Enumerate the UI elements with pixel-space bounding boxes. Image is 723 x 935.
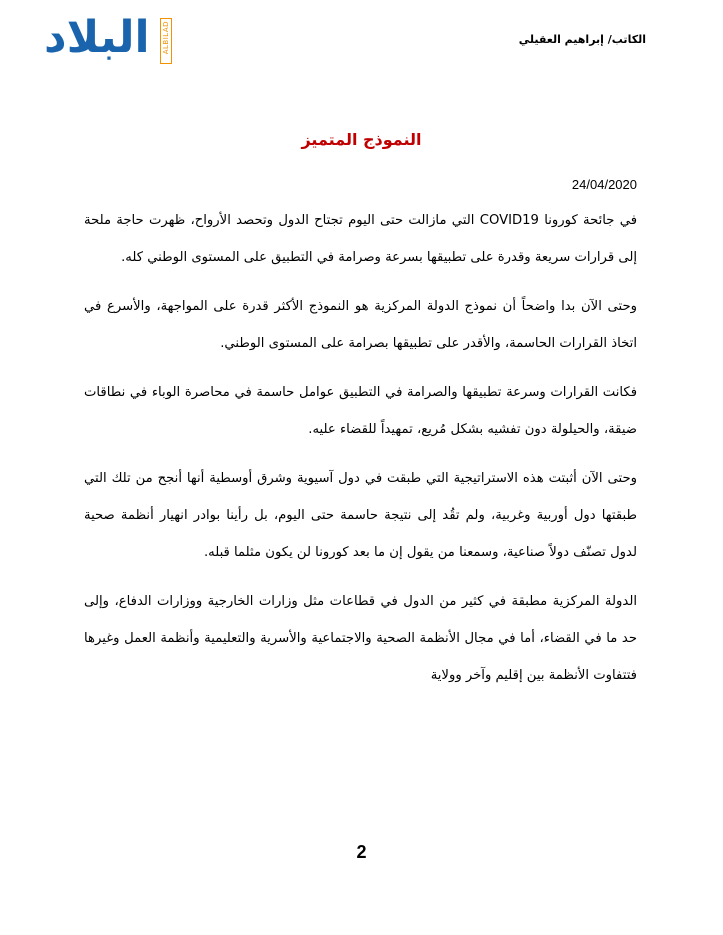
paragraph-4: وحتى الآن أثبتت هذه الاستراتيجية التي طبقت في دول آسيوية وشرق أوسطية أنها أنجح من تلك التي طبقتها دول أوربية وغربية، ولم تقُد إلى نتيجة حاسمة حتى اليوم، بل رأينا بوادر انهيار أنظمة صحية لدول تصنّف دولاً صناعية، وسمعنا من يقول إن ما بعد كورونا لن يكون مثلما قبله. bbox=[84, 471, 637, 560]
paragraph-3: فكانت القرارات وسرعة تطبيقها والصرامة في التطبيق عوامل حاسمة في محاصرة الوباء في نطاقات ضيقة، والحيلولة دون تفشيه بشكل مُريع، تمهيداً للقضاء عليه. bbox=[84, 385, 637, 437]
logo-wordmark: البلاد bbox=[44, 12, 150, 63]
paragraph-1: في جائحة كورونا COVID19 التي مازالت حتى اليوم تجتاح الدول وتحصد الأرواح، ظهرت حاجة ملحة إلى قرارات سريعة وقدرة على تطبيقها بسرعة وصرامة في التطبيق على المستوى الوطني كله. bbox=[84, 213, 638, 265]
albilad-logo bbox=[44, 12, 174, 66]
page-number: 2 bbox=[356, 842, 367, 862]
article-date: 24/04/2020 bbox=[571, 177, 637, 192]
author-name: الكاتب/ إبراهيم العقيلي bbox=[518, 33, 646, 46]
logo-side-strip bbox=[160, 18, 172, 64]
article-title: النموذج المتميز bbox=[301, 130, 422, 149]
paragraph-2: وحتى الآن بدا واضحاً أن نموذج الدولة المركزية هو النموذج الأكثر قدرة على المواجهة، والأسرع في اتخاذ القرارات الحاسمة، والأقدر على تطبيقها بصرامة على المستوى الوطني. bbox=[84, 299, 637, 351]
logo-strip-text: ALBILAD bbox=[162, 21, 170, 55]
article-body bbox=[84, 202, 637, 706]
paragraph-5: الدولة المركزية مطبقة في كثير من الدول في قطاعات مثل وزارات الخارجية ووزارات الدفاع، وإلى حد ما في القضاء، أما في مجال الأنظمة الصحية والاجتماعية والأسرية والتعليمية وأنظمة العمل وغيرها فتتفاوت الأنظمة بين إقليم وآخر وولاية bbox=[84, 594, 637, 683]
